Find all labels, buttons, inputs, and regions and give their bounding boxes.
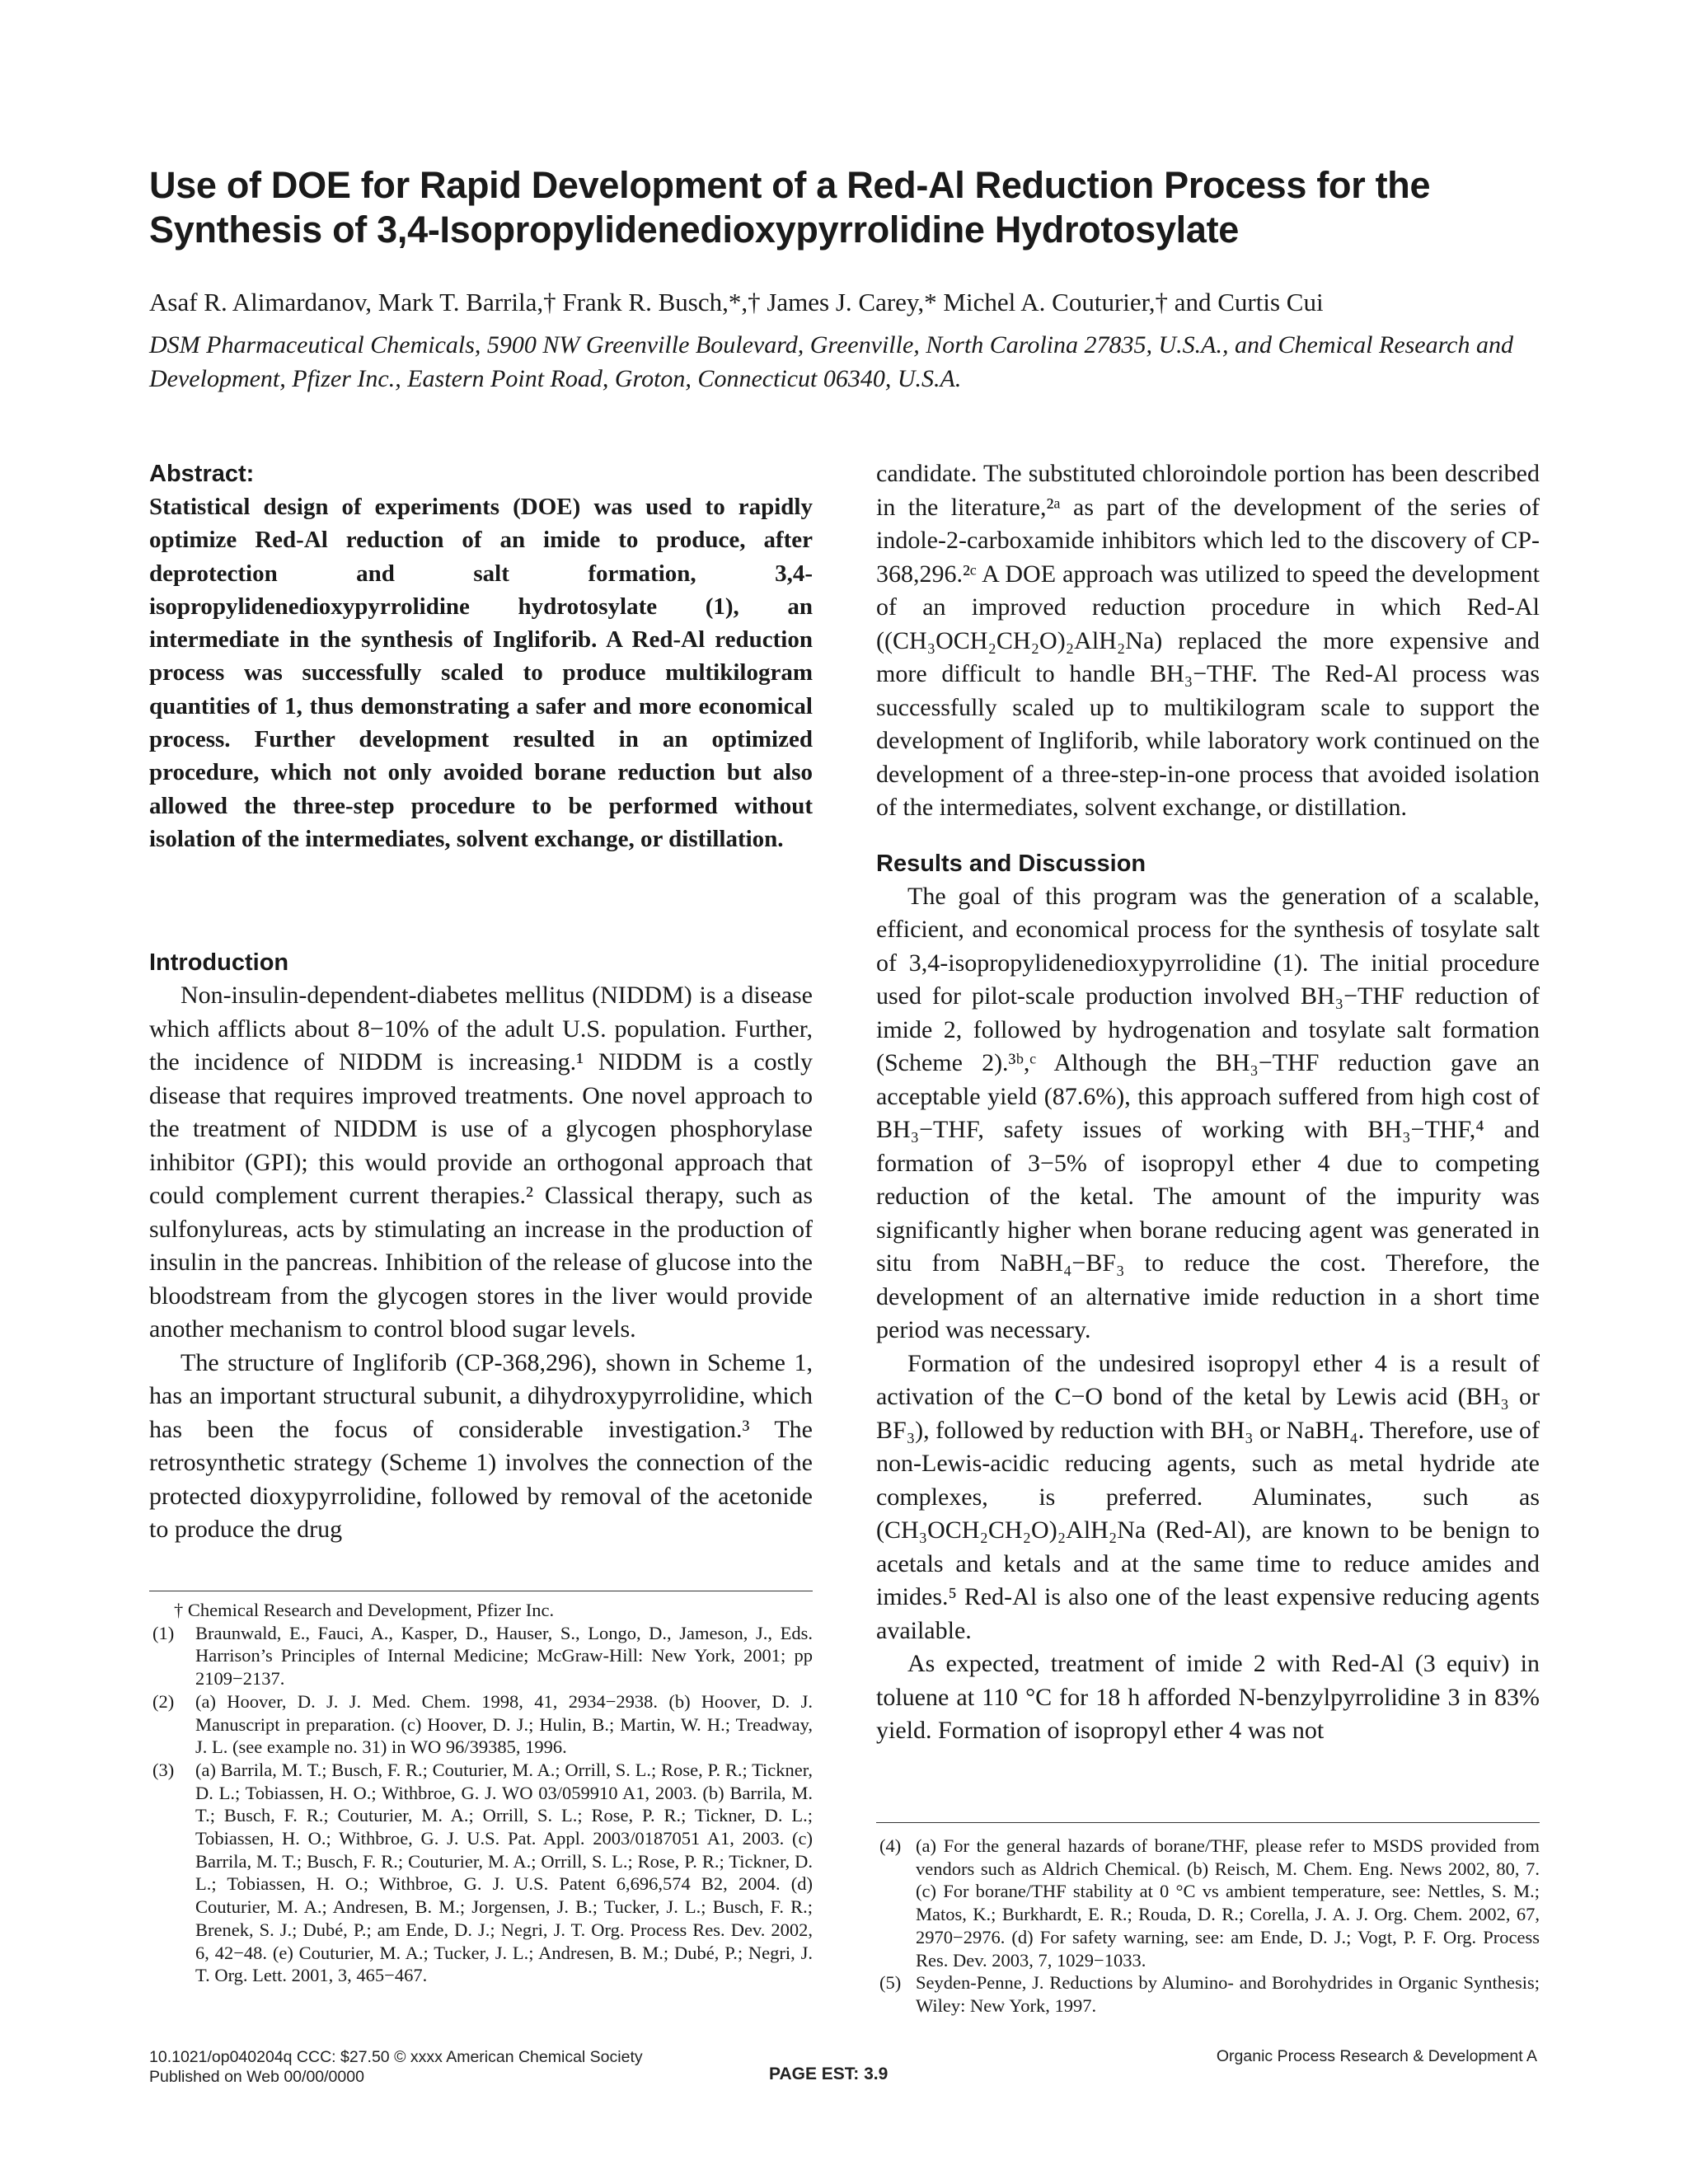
footnotes-right <box>876 1835 1540 2018</box>
intro-paragraph-1: Non-insulin-dependent-diabetes mellitus (NIDDM) is a disease which afflicts about 8−10% of the adult U.S. population. Further, the incidence of NIDDM is increasing.¹ NIDDM is a costly disease that requires improved treatments. One novel approach to the treatment of NIDDM is use of a glycogen phosphorylase inhibitor (GPI); this would provide an orthogonal approach that could complement current therapies.² Classical therapy, such as sulfonylureas, acts by stimulating an increase in the production of insulin in the pancreas. Inhibition of the release of glucose into the bloodstream from the glycogen stores in the liver would provide another mechanism to control blood sugar levels. <box>149 982 813 1343</box>
abstract-heading: Abstract: <box>149 461 255 487</box>
footnote-dagger: † Chemical Research and Development, Pfizer Inc. <box>174 1600 555 1620</box>
results-heading: Results and Discussion <box>876 850 1146 877</box>
reference-label: (1) <box>152 1622 175 1643</box>
results-paragraph-1: The goal of this program was the generation of a scalable, efficient, and economical process for the synthesis of tosylate salt of 3,4-isopropylidenedioxypyrrolidine (1). The initial procedure used for pilot-scale production involved BH₃−THF reduction of imide 2, followed by hydrogenation and tosylate salt formation (Scheme 2).³ᵇ,ᶜ Although the BH₃−THF reduction gave an acceptable yield (87.6%), this approach suffered from high cost of BH₃−THF, safety issues of working with BH₃−THF,⁴ and formation of 3−5% of isopropyl ether 4 due to competing reduction of the ketal. The amount of the impurity was significantly higher when borane reducing agent was generated in situ from NaBH₄−BF₃ to reduce the cost. Therefore, the development of an alternative imide reduction in a short time period was necessary. <box>876 882 1540 1343</box>
reference-item <box>876 1971 1540 2017</box>
author-list: Asaf R. Alimardanov, Mark T. Barrila,† Frank R. Busch,*,† James J. Carey,* Michel A. Couturier,† and Curtis Cui <box>149 288 1324 316</box>
introduction-heading: Introduction <box>149 949 289 977</box>
abstract-text: Statistical design of experiments (DOE) was used to rapidly optimize Red-Al reduction of an imide to produce, after deprotection and salt formation, 3,4-isopropylidenedioxypyrrolidine hydrotosylate (1), an intermediate in the synthesis of Ingliforib. A Red-Al reduction process was successfully scaled to produce multikilogram quantities of 1, thus demonstrating a safer and more economical process. Further development resulted in an optimized procedure, which not only avoided borane reduction but also allowed the three-step procedure to be performed without isolation of the intermediates, solvent exchange, or distillation. <box>149 494 813 852</box>
intro-paragraph-2: The structure of Ingliforib (CP-368,296), shown in Scheme 1, has an important structural subunit, a dihydroxypyrrolidine, which has been the focus of considerable investigation.³ The retrosynthetic strategy (Scheme 1) involves the connection of the protected dioxypyrrolidine, followed by removal of the acetonide to produce the drug <box>149 1348 813 1544</box>
journal-name: Organic Process Research & Development A <box>1216 2047 1537 2065</box>
reference-item <box>876 1835 1540 1971</box>
reference-label: (3) <box>152 1759 175 1780</box>
article-title: Use of DOE for Rapid Development of a Red-Al Reduction Process for the Synthesis of 3,4-Isopropylidenedioxypyrrolidine Hydrotosylate <box>149 164 1431 251</box>
intro-paragraph-3: candidate. The substituted chloroindole portion has been described in the literature,²ᵃ as part of the development of the series of indole-2-carboxamide inhibitors which led to the discovery of CP-368,296.²ᶜ A DOE approach was utilized to speed the development of an improved reduction procedure in which Red-Al ((CH₃OCH₂CH₂O)₂AlH₂Na) replaced the more expensive and more difficult to handle BH₃−THF. The Red-Al process was successfully scaled up to multikilogram scale to support the development of Ingliforib, while laboratory work continued on the development of a three-step-in-one process that avoided isolation of the intermediates, solvent exchange, or distillation. <box>876 460 1540 821</box>
reference-text: (a) Hoover, D. J. J. Med. Chem. 1998, 41, 2934−2938. (b) Hoover, D. J. Manuscript in preparation. (c) Hoover, D. J.; Hulin, B.; Martin, W. H.; Treadway, J. L. (see example no. 31) in WO 96/39385, 1996. <box>195 1690 813 1758</box>
reference-item <box>149 1759 813 1987</box>
affiliation: DSM Pharmaceutical Chemicals, 5900 NW Greenville Boulevard, Greenville, North Carolina 27835, U.S.A., and Chemical Research and Development, Pfizer Inc., Eastern Point Road, Groton, Connecticut 06340, U.S.A. <box>149 331 1513 392</box>
published-date: Published on Web 00/00/0000 <box>149 2068 364 2086</box>
reference-text: Braunwald, E., Fauci, A., Kasper, D., Hauser, S., Longo, D., Jameson, J., Eds. Harrison’s Principles of Internal Medicine; McGraw-Hill: New York, 2001; pp 2109−2137. <box>195 1622 813 1690</box>
reference-text: (a) Barrila, M. T.; Busch, F. R.; Couturier, M. A.; Orrill, S. L.; Rose, P. R.; Tickner, D. L.; Tobiassen, H. O.; Withbroe, G. J. WO 03/059910 A1, 2003. (b) Barrila, M. T.; Busch, F. R.; Couturier, M. A.; Orrill, S. L.; Rose, P. R.; Tickner, D. L.; Tobiassen, H. O.; Withbroe, G. J. U.S. Pat. Appl. 2003/0187051 A1, 2003. (c) Barrila, M. T.; Busch, F. R.; Couturier, M. A.; Orrill, S. L.; Rose, P. R.; Tickner, D. L.; Tobiassen, H. O.; Withbroe, G. J. U.S. Patent 6,696,574 B2, 2004. (d) Couturier, M. A.; Andresen, B. M.; Jorgensen, J. B.; Tucker, J. L.; Busch, F. R.; Brenek, S. J.; Dubé, P.; am Ende, D. J.; Negri, J. T. Org. Process Res. Dev. 2002, 6, 42−48. (e) Couturier, M. A.; Tucker, J. L.; Andresen, B. M.; Dubé, P.; Negri, J. T. Org. Lett. 2001, 3, 465−467. <box>195 1759 813 1986</box>
results-paragraph-2: Formation of the undesired isopropyl ether 4 is a result of activation of the C−O bond of the ketal by Lewis acid (BH₃ or BF₃), followed by reduction with BH₃ or NaBH₄. Therefore, use of non-Lewis-acidic reducing agents, such as metal hydride ate complexes, is preferred. Aluminates, such as (CH₃OCH₂CH₂O)₂AlH₂Na (Red-Al), are known to be benign to acetals and ketals and at the same time to reduce amides and imides.⁵ Red-Al is also one of the least expensive reducing agents available. <box>876 1349 1540 1644</box>
footnote-rule-right <box>876 1822 1540 1823</box>
reference-item <box>149 1622 813 1690</box>
reference-text: Seyden-Penne, J. Reductions by Alumino- and Borohydrides in Organic Synthesis; Wiley: New York, 1997. <box>916 1972 1540 2016</box>
footer-left <box>149 2047 643 2087</box>
reference-label: (2) <box>152 1690 175 1712</box>
reference-text: (a) For the general hazards of borane/THF, please refer to MSDS provided from vendors such as Aldrich Chemical. (b) Reisch, M. Chem. Eng. News 2002, 80, 7. (c) For borane/THF stability at 0 °C vs ambient temperature, see: Nettles, S. M.; Matos, K.; Burkhardt, E. R.; Rouda, D. R.; Corella, J. A. J. Org. Chem. 2002, 67, 2970−2976. (d) For safety warning, see: am Ende, D. J.; Vogt, P. F. Org. Process Res. Dev. 2003, 7, 1029−1033. <box>916 1835 1540 1971</box>
left-column <box>149 457 813 1547</box>
page-estimate: PAGE EST: 3.9 <box>769 2064 889 2083</box>
reference-item <box>149 1690 813 1759</box>
results-paragraph-3: As expected, treatment of imide 2 with Red-Al (3 equiv) in toluene at 110 °C for 18 h afforded N-benzylpyrrolidine 3 in 83% yield. Formation of isopropyl ether 4 was not <box>876 1650 1540 1744</box>
right-column <box>876 457 1540 1748</box>
footnotes-left <box>149 1599 813 1987</box>
doi-line: 10.1021/op040204q CCC: $27.50 © xxxx American Chemical Society <box>149 2048 643 2066</box>
reference-label: (4) <box>879 1835 902 1856</box>
reference-label: (5) <box>879 1972 902 1994</box>
